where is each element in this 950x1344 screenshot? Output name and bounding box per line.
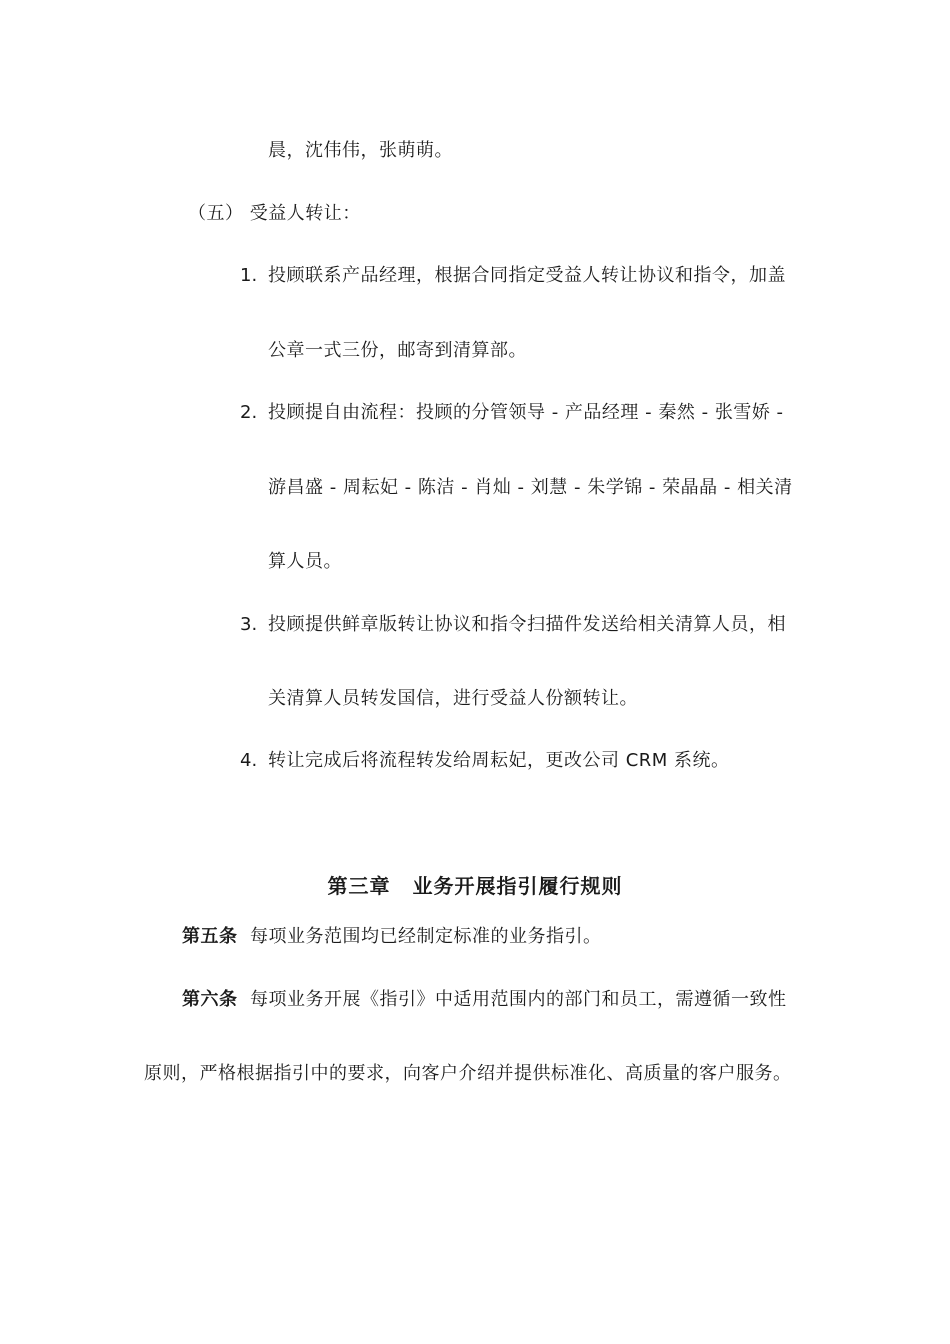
chapter-heading: [0, 873, 950, 899]
chapter-number: 第三章: [327, 874, 391, 898]
article-six: [182, 988, 786, 1012]
article-text: 每项业务开展《指引》中适用范围内的部门和员工，需遵循一致性: [249, 989, 787, 1010]
list-item-number: 2.: [240, 402, 258, 423]
list-item-text-line: 投顾联系产品经理，根据合同指定受益人转让协议和指令，加盖: [268, 265, 786, 286]
list-item-text-line: 算人员。: [268, 551, 342, 572]
list-item-text-line: 转让完成后将流程转发给周耘妃，更改公司 CRM 系统。: [268, 750, 730, 771]
article-six-continuation: 原则，严格根据指引中的要求，向客户介绍并提供标准化、高质量的客户服务。: [144, 1063, 792, 1084]
list-item-text-line: 关清算人员转发国信，进行受益人份额转让。: [268, 688, 638, 709]
list-item-number: 3.: [240, 614, 258, 635]
article-label: 第六条: [182, 989, 238, 1010]
article-label: 第五条: [182, 926, 238, 947]
chapter-title: 业务开展指引履行规则: [412, 874, 623, 898]
list-item-text-line: 游昌盛 - 周耘妃 - 陈洁 - 肖灿 - 刘慧 - 朱学锦 - 荣晶晶 - 相关清: [268, 477, 793, 498]
continuation-line: 晨，沈伟伟，张萌萌。: [268, 140, 453, 161]
list-item-text-line: 公章一式三份，邮寄到清算部。: [268, 340, 527, 361]
article-text: 每项业务范围均已经制定标准的业务指引。: [249, 926, 602, 947]
subheading-beneficiary-transfer: （五） 受益人转让：: [188, 203, 361, 224]
list-item-number: 4.: [240, 750, 258, 771]
list-item-text-line: 投顾提供鲜章版转让协议和指令扫描件发送给相关清算人员，相: [268, 614, 786, 635]
article-five: [182, 925, 601, 949]
list-item-number: 1.: [240, 265, 258, 286]
list-item-text-line: 投顾提自由流程：投顾的分管领导 - 产品经理 - 秦然 - 张雪娇 -: [268, 402, 784, 423]
